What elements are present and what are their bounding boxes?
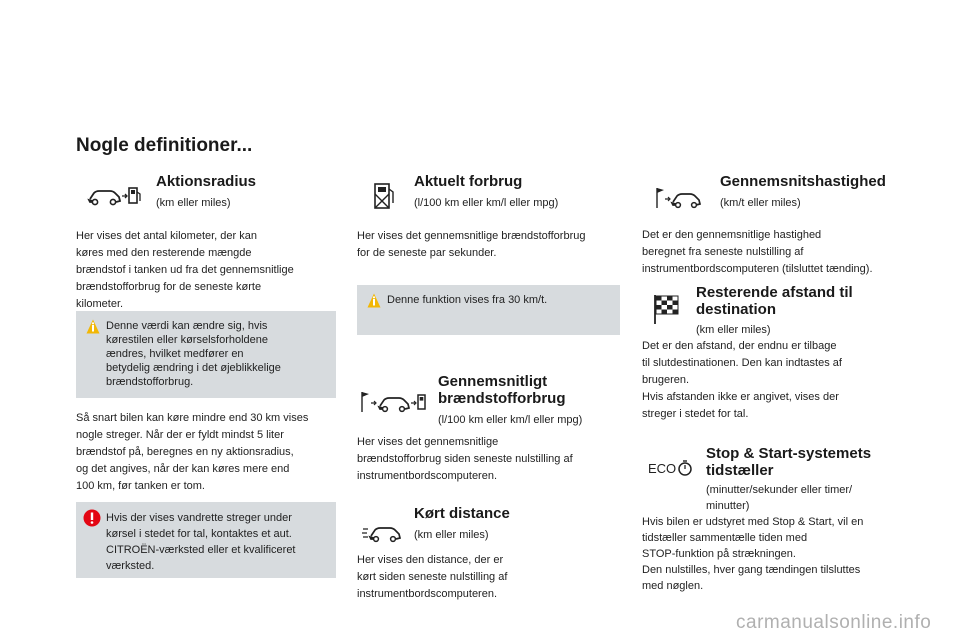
stop-start-unit: (minutter/sekunder eller timer/ minutter) [706,484,853,512]
stop-start-title: Stop & Start-systemets tidstæller [706,445,872,479]
fuel-pump-icon [372,181,396,211]
stop-start-body: Hvis bilen er udstyret med Stop & Start, vil en tidstæller sammentælle tiden med STOP-funktion på strækningen. Den nulstilles, hver gang tændingen tilsluttes med nøglen. [642,516,864,592]
page-title: Nogle definitioner... [76,135,253,156]
resterende-afstand-unit: (km eller miles) [696,324,771,336]
aktuelt-forbrug-body: Her vises det gennemsnitlige brændstofforbrug for de seneste par sekunder. [357,230,586,259]
info-note-aktionsradius [76,311,336,398]
flag-car-icon [655,185,701,211]
aktionsradius-unit: (km eller miles) [156,197,231,209]
checkered-flag-icon [653,293,681,325]
info-note-aktuelt [357,285,620,335]
info-note-text: Denne funktion vises fra 30 km/t. [387,294,548,306]
aktionsradius-title: Aktionsradius [156,173,257,190]
kort-distance-unit: (km eller miles) [414,529,489,541]
info-note-text: Denne værdi kan ændre sig, hvis kørestilen eller kørselsforholdene ændres, hvilket medfører en betydelig ændring i det øjeblikkelige brændstofforbrug. [106,320,281,388]
eco-timer-icon [648,458,694,478]
flag-car-fuel-pump-icon [360,388,430,416]
resterende-afstand-body: Det er den afstand, der endnu er tilbage til slutdestinationen. Den kan indtastes af brugeren. Hvis afstanden ikke er angivet, vises der streger i stedet for tal. [642,340,842,420]
info-icon [367,293,381,309]
gennemsnitligt-body: Her vises det gennemsnitlige brændstofforbrug siden seneste nulstilling af instrumentbordscomputeren. [357,436,573,482]
watermark: carmanualsonline.info [736,612,932,633]
eco-label: ECO [648,461,677,476]
resterende-afstand-title: Resterende afstand til destination [696,284,853,318]
info-icon [86,319,100,335]
kort-distance-title: Kørt distance [414,505,510,522]
distance-car-icon [362,520,402,544]
gennemsnitshastighed-body: Det er den gennemsnitlige hastighed beregnet fra seneste nulstilling af instrumentbordscomputeren (tilsluttet tænding). [642,229,873,275]
aktuelt-forbrug-title: Aktuelt forbrug [414,173,523,190]
aktionsradius-body: Her vises det antal kilometer, der kan køres med den resterende mængde brændstof i tanken ud fra det gennemsnitlige brændstofforbrug for de seneste kørte kilometer. [76,230,294,310]
gennemsnitligt-title: Gennemsnitligt brændstofforbrug [438,373,566,407]
aktionsradius-body-2: Så snart bilen kan køre mindre end 30 km vises nogle streger. Når der er fyldt mindst 5 liter brændstof på, beregnes en ny aktionsradius, og det angives, når der kan køres mere end 100 km, før tanken er tom. [76,412,309,492]
aktuelt-forbrug-unit: (l/100 km eller km/l eller mpg) [414,197,559,209]
warning-note [76,502,336,578]
warning-icon [83,509,101,527]
car-fuel-pump-icon [86,183,142,209]
gennemsnitshastighed-title: Gennemsnitshastighed [720,173,886,190]
warning-note-text: Hvis der vises vandrette streger under kørsel i stedet for tal, kontaktes et aut. CITROËN-værksted eller et kvalificeret værksted. [106,512,296,572]
gennemsnitshastighed-unit: (km/t eller miles) [720,197,801,209]
kort-distance-body: Her vises den distance, der er kørt siden seneste nulstilling af instrumentbordscomputeren. [357,554,508,600]
gennemsnitligt-unit: (l/100 km eller km/l eller mpg) [438,414,583,426]
